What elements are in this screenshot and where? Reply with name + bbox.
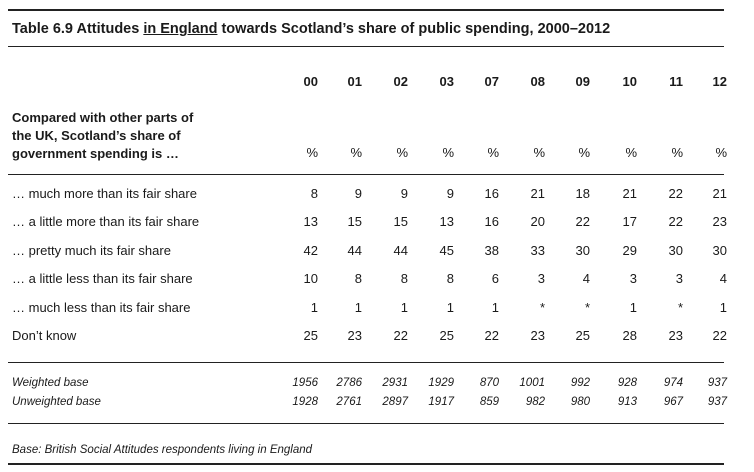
table-cell: 1 (629, 300, 637, 315)
table-cell: 44 (347, 243, 362, 258)
table-cell: 18 (575, 186, 590, 201)
base-cell: 870 (479, 377, 499, 389)
table-cell: 30 (575, 243, 590, 258)
base-cell: 982 (525, 396, 545, 408)
percent-unit: % (533, 145, 545, 160)
table-cell: 15 (347, 214, 362, 229)
row-label: … pretty much its fair share (12, 243, 171, 258)
question-line: the UK, Scotland’s share of (12, 128, 181, 143)
percent-unit: % (715, 145, 727, 160)
base-cell: 859 (479, 396, 499, 408)
title-underlined: in England (143, 21, 218, 37)
table-cell: 33 (530, 243, 545, 258)
footnote: Base: British Social Attitudes respondents living in England (12, 444, 313, 456)
percent-unit: % (396, 145, 408, 160)
body-rule (8, 362, 724, 363)
table-cell: 28 (622, 328, 637, 343)
base-cell: 913 (617, 396, 637, 408)
table-cell: 3 (675, 271, 683, 286)
year-header: 08 (530, 74, 545, 89)
table-cell: 3 (629, 271, 637, 286)
year-header: 10 (622, 74, 637, 89)
table-cell: 1 (719, 300, 727, 315)
table-cell: 29 (622, 243, 637, 258)
year-header: 11 (669, 74, 683, 89)
base-cell: 1929 (428, 377, 454, 389)
percent-unit: % (350, 145, 362, 160)
title-suffix: towards Scotland’s share of public spending, 2000–2012 (217, 21, 611, 37)
table-cell: * (539, 300, 545, 315)
table-cell: 22 (668, 214, 683, 229)
bottom-rule (8, 463, 724, 465)
table-cell: 8 (310, 186, 318, 201)
table-cell: 1 (354, 300, 362, 315)
base-cell: 1928 (292, 396, 318, 408)
table-cell: 8 (400, 271, 408, 286)
table-title (12, 21, 610, 37)
base-cell: 937 (707, 396, 727, 408)
table-cell: 30 (712, 243, 727, 258)
table-cell: 4 (719, 271, 727, 286)
base-cell: 2897 (382, 396, 408, 408)
header-rule (8, 174, 724, 175)
base-cell: 2761 (336, 396, 362, 408)
year-header: 07 (484, 74, 499, 89)
year-header: 00 (303, 74, 318, 89)
table-cell: 22 (575, 214, 590, 229)
table-cell: 6 (491, 271, 499, 286)
question-line: Compared with other parts of (12, 110, 194, 125)
table-cell: 16 (484, 186, 499, 201)
base-cell: 1956 (292, 377, 318, 389)
table-cell: 23 (668, 328, 683, 343)
year-header: 01 (347, 74, 362, 89)
percent-unit: % (487, 145, 499, 160)
base-cell: 928 (617, 377, 637, 389)
table-cell: 1 (446, 300, 454, 315)
base-rule (8, 423, 724, 424)
percent-unit: % (671, 145, 683, 160)
table-cell: 25 (303, 328, 318, 343)
table-cell: 10 (303, 271, 318, 286)
percent-unit: % (442, 145, 454, 160)
table-cell: 23 (712, 214, 727, 229)
table-cell: 9 (400, 186, 408, 201)
table-cell: 13 (439, 214, 454, 229)
percent-unit: % (578, 145, 590, 160)
title-rule (8, 46, 724, 47)
base-cell: 974 (663, 377, 683, 389)
table-cell: 8 (446, 271, 454, 286)
base-cell: 1917 (428, 396, 454, 408)
table-cell: 1 (491, 300, 499, 315)
table-cell: 30 (668, 243, 683, 258)
table-cell: 21 (712, 186, 727, 201)
table-cell: 38 (484, 243, 499, 258)
table-cell: 22 (712, 328, 727, 343)
base-cell: 2786 (336, 377, 362, 389)
base-cell: 967 (663, 396, 683, 408)
table-cell: 16 (484, 214, 499, 229)
base-cell: 1001 (519, 377, 545, 389)
base-cell: 992 (570, 377, 590, 389)
base-cell: 2931 (382, 377, 408, 389)
top-rule (8, 9, 724, 11)
table-cell: 21 (530, 186, 545, 201)
year-header: 12 (712, 74, 727, 89)
table-cell: * (584, 300, 590, 315)
table-cell: 15 (393, 214, 408, 229)
base-cell: 937 (707, 377, 727, 389)
table-cell: 23 (530, 328, 545, 343)
table-cell: 9 (446, 186, 454, 201)
row-label: … much more than its fair share (12, 186, 197, 201)
table-cell: 25 (439, 328, 454, 343)
table-cell: 1 (400, 300, 408, 315)
table-cell: 22 (484, 328, 499, 343)
table-cell: 22 (393, 328, 408, 343)
base-cell: 980 (570, 396, 590, 408)
base-label: Unweighted base (12, 396, 101, 408)
table-cell: 45 (439, 243, 454, 258)
table-cell: 25 (575, 328, 590, 343)
table-cell: 21 (622, 186, 637, 201)
table-cell: 9 (354, 186, 362, 201)
table-cell: 1 (310, 300, 318, 315)
row-label: … a little more than its fair share (12, 214, 200, 229)
row-label: Don’t know (12, 328, 77, 343)
percent-unit: % (625, 145, 637, 160)
table-cell: 23 (347, 328, 362, 343)
title-prefix: Table 6.9 Attitudes (12, 21, 144, 37)
row-label: … a little less than its fair share (12, 271, 193, 286)
year-header: 09 (575, 74, 590, 89)
question-text (12, 109, 193, 163)
year-header: 03 (439, 74, 454, 89)
table-cell: 42 (303, 243, 318, 258)
question-line: government spending is … (12, 146, 179, 161)
percent-unit: % (306, 145, 318, 160)
year-header: 02 (393, 74, 408, 89)
row-label: … much less than its fair share (12, 300, 191, 315)
table-cell: 22 (668, 186, 683, 201)
table-cell: 4 (582, 271, 590, 286)
table-cell: * (677, 300, 683, 315)
table-cell: 20 (530, 214, 545, 229)
table-cell: 3 (537, 271, 545, 286)
table-cell: 17 (622, 214, 637, 229)
table-cell: 8 (354, 271, 362, 286)
table-cell: 44 (393, 243, 408, 258)
base-label: Weighted base (12, 377, 89, 389)
table-cell: 13 (303, 214, 318, 229)
